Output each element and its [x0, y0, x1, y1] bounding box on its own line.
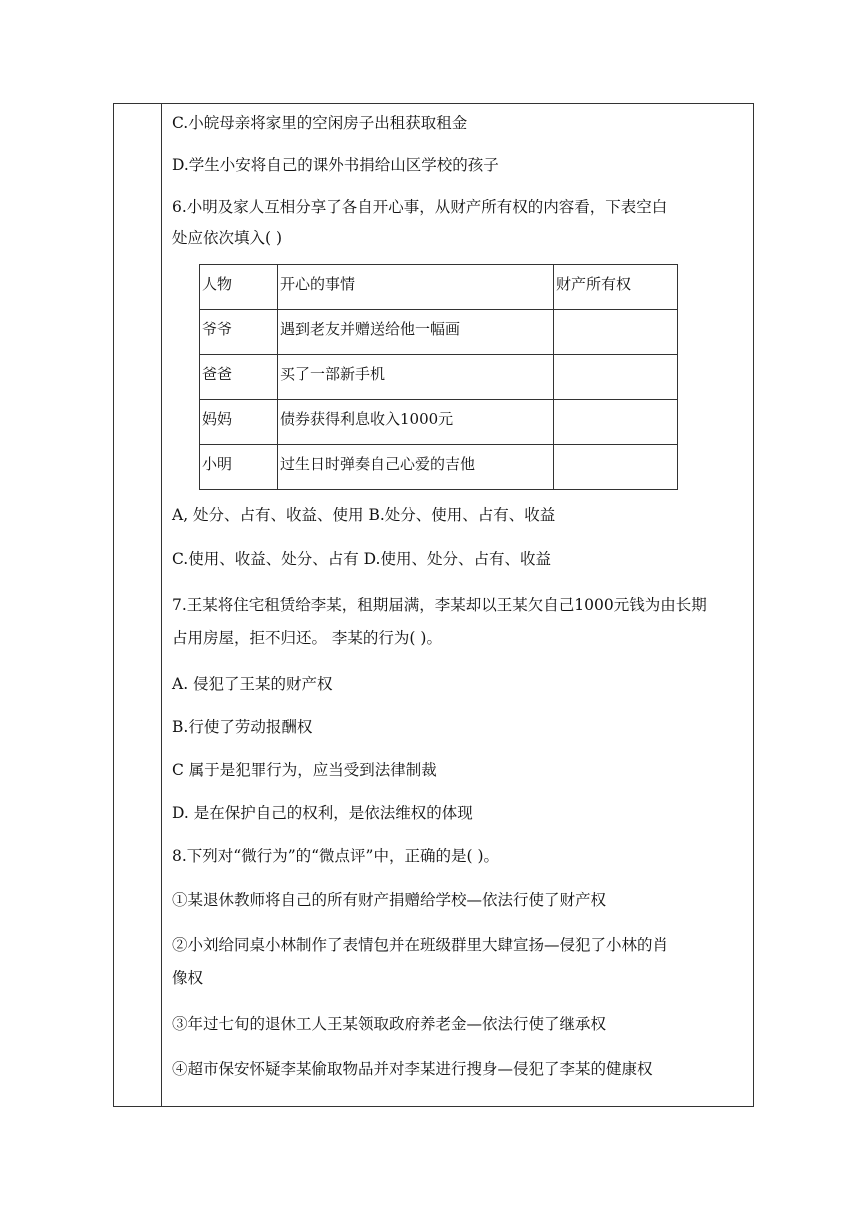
q7-option-c: C 属于是犯罪行为，应当受到法律制裁: [172, 761, 437, 779]
q8-statement-2-line2: 像权: [172, 969, 204, 987]
table-row: [200, 445, 678, 490]
table-header: 开心的事情: [278, 265, 554, 310]
table-cell-person: 妈妈: [200, 400, 278, 445]
table-cell-right: [554, 355, 678, 400]
table-header: 人物: [200, 265, 278, 310]
table-row: [200, 310, 678, 355]
q5-option-d: D.学生小安将自己的课外书捐给山区学校的孩子: [172, 156, 499, 174]
q8-statement-1: ①某退休教师将自己的所有财产捐赠给学校—依法行使了财产权: [172, 891, 607, 909]
table-cell-person: 小明: [200, 445, 278, 490]
table-cell-person: 爸爸: [200, 355, 278, 400]
q7-option-a: A. 侵犯了王某的财产权: [172, 675, 333, 693]
q7-stem-line2: 占用房屋，拒不归还。 李某的行为( )。: [172, 629, 442, 647]
column-divider: [161, 103, 162, 1107]
ownership-table: [199, 264, 678, 490]
table-row: [200, 355, 678, 400]
table-row: [200, 400, 678, 445]
q7-option-b: B.行使了劳动报酬权: [172, 718, 313, 736]
q8-statement-3: ③年过七旬的退休工人王某领取政府养老金—依法行使了继承权: [172, 1015, 607, 1033]
table-header-row: [200, 265, 678, 310]
q8-statement-2-line1: ②小刘给同桌小林制作了表情包并在班级群里大肆宣扬—侵犯了小林的肖: [172, 936, 669, 954]
table-cell-event: 债券获得利息收入1000元: [278, 400, 554, 445]
table-cell-person: 爷爷: [200, 310, 278, 355]
table-cell-event: 过生日时弹奏自己心爱的吉他: [278, 445, 554, 490]
q6-options-ab: A, 处分、占有、收益、使用 B.处分、使用、占有、收益: [172, 506, 556, 524]
table-header: 财产所有权: [554, 265, 678, 310]
table-cell-event: 买了一部新手机: [278, 355, 554, 400]
q6-options-cd: C.使用、收益、处分、占有 D.使用、处分、占有、收益: [172, 550, 551, 568]
q7-stem-line1: 7.王某将住宅租赁给李某，租期届满，李某却以王某欠自己1000元钱为由长期: [172, 596, 707, 614]
q8-statement-4: ④超市保安怀疑李某偷取物品并对李某进行搜身—侵犯了李某的健康权: [172, 1060, 653, 1078]
table-cell-right: [554, 445, 678, 490]
q6-stem-line1: 6.小明及家人互相分享了各自开心事，从财产所有权的内容看，下表空白: [172, 198, 668, 216]
q8-stem: 8.下列对“微行为”的“微点评”中，正确的是( )。: [172, 847, 500, 865]
table-cell-event: 遇到老友并赠送给他一幅画: [278, 310, 554, 355]
q6-stem-line2: 处应依次填入( ): [172, 229, 283, 247]
table-cell-right: [554, 400, 678, 445]
q5-option-c: C.小皖母亲将家里的空闲房子出租获取租金: [172, 114, 468, 132]
table-cell-right: [554, 310, 678, 355]
q7-option-d: D. 是在保护自己的权利，是依法维权的体现: [172, 804, 473, 822]
